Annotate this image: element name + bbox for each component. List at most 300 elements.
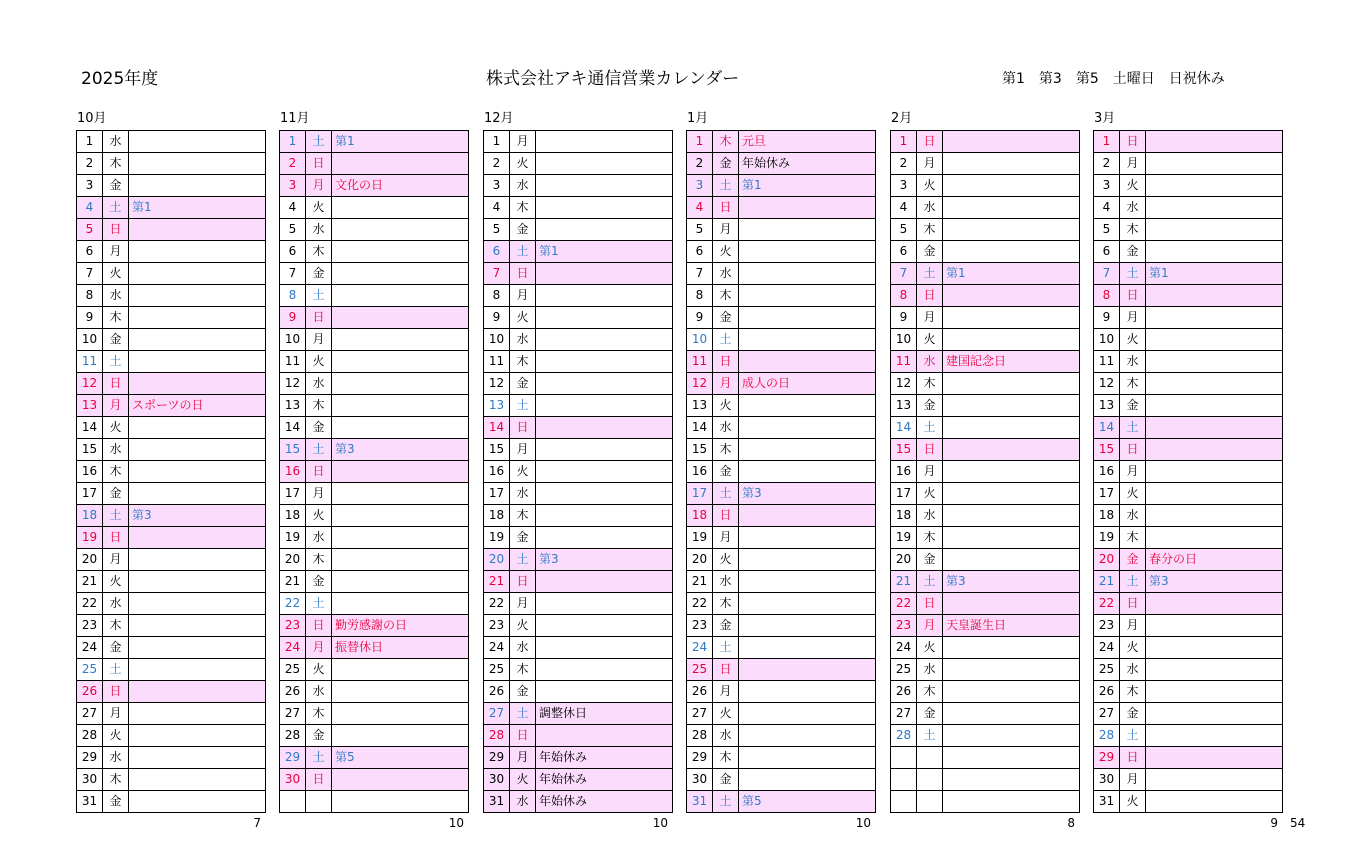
day-row: [77, 681, 266, 703]
day-number: 16: [280, 461, 306, 483]
day-row: [1094, 197, 1283, 219]
weekday: 日: [917, 285, 943, 307]
weekday: 土: [510, 549, 536, 571]
day-number: 26: [280, 681, 306, 703]
day-note: 元旦: [739, 131, 876, 153]
day-number: 23: [687, 615, 713, 637]
weekday: 水: [103, 747, 129, 769]
day-row: [891, 615, 1080, 637]
day-number: 1: [77, 131, 103, 153]
day-note: [739, 747, 876, 769]
day-number: 25: [1094, 659, 1120, 681]
day-number: 26: [687, 681, 713, 703]
day-number: 2: [1094, 153, 1120, 175]
day-note: [1146, 461, 1283, 483]
weekday: 土: [917, 571, 943, 593]
day-note: [536, 571, 673, 593]
day-row: [1094, 395, 1283, 417]
weekday: 日: [713, 197, 739, 219]
month-holiday-count: 9: [1270, 816, 1278, 830]
day-note: [1146, 131, 1283, 153]
day-row: [280, 505, 469, 527]
day-note: [129, 571, 266, 593]
day-note: [332, 153, 469, 175]
day-note: [536, 527, 673, 549]
day-number: 4: [484, 197, 510, 219]
month-table: [76, 130, 266, 813]
day-row: [484, 219, 673, 241]
weekday: 土: [713, 175, 739, 197]
weekday: 日: [510, 417, 536, 439]
weekday: 月: [103, 395, 129, 417]
day-note: [943, 681, 1080, 703]
weekday: 木: [713, 747, 739, 769]
day-note: [943, 461, 1080, 483]
weekday: 金: [917, 395, 943, 417]
weekday: 月: [306, 329, 332, 351]
day-number: 20: [280, 549, 306, 571]
day-note: [536, 197, 673, 219]
day-row: [687, 505, 876, 527]
day-note: [129, 593, 266, 615]
weekday: 月: [713, 681, 739, 703]
day-note: [739, 527, 876, 549]
day-number: 25: [280, 659, 306, 681]
month-label: 10月: [77, 111, 107, 126]
day-number: 9: [280, 307, 306, 329]
day-row: [687, 659, 876, 681]
day-row: [280, 351, 469, 373]
day-number: 31: [687, 791, 713, 813]
day-row: [891, 571, 1080, 593]
day-number: 10: [484, 329, 510, 351]
day-number: 31: [1094, 791, 1120, 813]
day-row: [1094, 637, 1283, 659]
day-row: [484, 395, 673, 417]
day-row: [280, 219, 469, 241]
day-row: [891, 197, 1080, 219]
day-number: 27: [687, 703, 713, 725]
day-note: [332, 373, 469, 395]
weekday: 土: [306, 131, 332, 153]
day-note: 第3: [536, 549, 673, 571]
month-table: [1093, 130, 1283, 813]
day-number: 8: [280, 285, 306, 307]
day-note: [129, 747, 266, 769]
weekday: 水: [917, 659, 943, 681]
day-row: [77, 197, 266, 219]
weekday: 土: [306, 593, 332, 615]
day-note: [739, 285, 876, 307]
day-note: [129, 681, 266, 703]
day-number: 3: [484, 175, 510, 197]
day-row: [687, 175, 876, 197]
day-row: [1094, 131, 1283, 153]
day-row: [891, 593, 1080, 615]
weekday: 月: [103, 703, 129, 725]
weekday: 水: [510, 483, 536, 505]
weekday: 日: [713, 505, 739, 527]
weekday: 木: [917, 219, 943, 241]
day-number: 1: [687, 131, 713, 153]
day-note: [536, 373, 673, 395]
weekday: 土: [713, 329, 739, 351]
day-number: 29: [280, 747, 306, 769]
day-note: [943, 417, 1080, 439]
day-row: [484, 197, 673, 219]
month-holiday-count: 10: [448, 816, 464, 830]
day-number: 13: [1094, 395, 1120, 417]
day-number: 14: [891, 417, 917, 439]
day-note: [129, 439, 266, 461]
day-note: [1146, 329, 1283, 351]
weekday: 日: [1120, 593, 1146, 615]
day-number: 23: [891, 615, 917, 637]
day-row: [687, 417, 876, 439]
page-title: 株式会社アキ通信営業カレンダー: [486, 69, 740, 89]
day-note: [536, 417, 673, 439]
day-note: 第3: [739, 483, 876, 505]
weekday: 日: [103, 373, 129, 395]
day-number: 28: [687, 725, 713, 747]
day-number: 19: [891, 527, 917, 549]
day-note: [739, 703, 876, 725]
day-row: [687, 439, 876, 461]
weekday: 月: [917, 615, 943, 637]
day-note: [1146, 373, 1283, 395]
day-note: [1146, 703, 1283, 725]
day-note: [739, 329, 876, 351]
day-row: [280, 571, 469, 593]
day-row: [891, 439, 1080, 461]
month-holiday-count: 10: [652, 816, 668, 830]
day-number: [891, 747, 917, 769]
weekday: 火: [306, 351, 332, 373]
day-number: 2: [484, 153, 510, 175]
day-number: 6: [484, 241, 510, 263]
weekday: 金: [510, 527, 536, 549]
day-row: [280, 703, 469, 725]
day-number: 26: [891, 681, 917, 703]
day-note: [332, 681, 469, 703]
month-holiday-count: 7: [253, 816, 261, 830]
day-row: [1094, 549, 1283, 571]
weekday: 木: [1120, 373, 1146, 395]
weekday: 土: [917, 417, 943, 439]
day-row: [77, 483, 266, 505]
day-number: 8: [1094, 285, 1120, 307]
day-note: [129, 527, 266, 549]
day-note: [1146, 725, 1283, 747]
day-note: 第3: [1146, 571, 1283, 593]
day-number: 3: [891, 175, 917, 197]
day-row: [280, 153, 469, 175]
weekday: 水: [306, 219, 332, 241]
weekday: [306, 791, 332, 813]
day-number: 14: [484, 417, 510, 439]
day-number: 24: [484, 637, 510, 659]
weekday: 月: [917, 153, 943, 175]
month-table: [686, 130, 876, 813]
day-note: [1146, 791, 1283, 813]
day-number: 6: [280, 241, 306, 263]
day-note: [536, 307, 673, 329]
weekday: 月: [306, 637, 332, 659]
day-note: [129, 351, 266, 373]
month-table: [279, 130, 469, 813]
day-number: 5: [484, 219, 510, 241]
day-note: 第3: [332, 439, 469, 461]
weekday: 日: [917, 131, 943, 153]
day-note: 年始休み: [536, 791, 673, 813]
month-label: 12月: [484, 111, 514, 126]
weekday: 日: [1120, 285, 1146, 307]
day-row: [1094, 329, 1283, 351]
weekday: 火: [103, 263, 129, 285]
day-number: 15: [687, 439, 713, 461]
weekday: 金: [1120, 395, 1146, 417]
day-number: 10: [77, 329, 103, 351]
day-row: [484, 769, 673, 791]
weekday: 土: [510, 241, 536, 263]
day-number: 14: [1094, 417, 1120, 439]
day-row: [484, 505, 673, 527]
day-note: [1146, 307, 1283, 329]
day-note: [536, 461, 673, 483]
day-row: [891, 329, 1080, 351]
weekday: 月: [103, 241, 129, 263]
day-number: 3: [1094, 175, 1120, 197]
day-row: [280, 373, 469, 395]
day-note: [1146, 593, 1283, 615]
weekday: 土: [103, 351, 129, 373]
day-note: [1146, 637, 1283, 659]
day-number: 12: [1094, 373, 1120, 395]
weekday: 日: [103, 681, 129, 703]
day-note: 第3: [943, 571, 1080, 593]
weekday: 金: [306, 725, 332, 747]
day-note: [1146, 395, 1283, 417]
day-row: [484, 483, 673, 505]
day-number: 8: [77, 285, 103, 307]
day-row: [687, 725, 876, 747]
day-note: [129, 241, 266, 263]
weekday: 水: [1120, 659, 1146, 681]
day-row: [280, 637, 469, 659]
day-row: [1094, 439, 1283, 461]
day-note: [739, 769, 876, 791]
weekday: 水: [510, 175, 536, 197]
day-row: [280, 791, 469, 813]
day-note: [739, 307, 876, 329]
day-note: [1146, 153, 1283, 175]
day-number: 13: [77, 395, 103, 417]
day-number: 13: [280, 395, 306, 417]
day-note: 第1: [1146, 263, 1283, 285]
day-note: [739, 219, 876, 241]
day-note: [739, 197, 876, 219]
day-row: [891, 307, 1080, 329]
day-number: 15: [484, 439, 510, 461]
day-row: [77, 351, 266, 373]
day-row: [484, 615, 673, 637]
day-number: 19: [280, 527, 306, 549]
day-note: [739, 461, 876, 483]
day-row: [687, 769, 876, 791]
day-row: [891, 395, 1080, 417]
weekday: 土: [510, 395, 536, 417]
weekday: 水: [1120, 505, 1146, 527]
day-number: 22: [687, 593, 713, 615]
day-note: [536, 637, 673, 659]
day-note: [536, 351, 673, 373]
day-note: [1146, 219, 1283, 241]
weekday: 土: [306, 747, 332, 769]
day-note: 第5: [739, 791, 876, 813]
day-number: 30: [484, 769, 510, 791]
day-number: 11: [280, 351, 306, 373]
day-row: [687, 263, 876, 285]
day-number: 4: [280, 197, 306, 219]
day-note: [332, 483, 469, 505]
weekday: 木: [103, 153, 129, 175]
day-row: [484, 417, 673, 439]
day-note: 成人の日: [739, 373, 876, 395]
day-number: 20: [891, 549, 917, 571]
day-note: [332, 241, 469, 263]
weekday: 土: [306, 285, 332, 307]
day-number: 19: [77, 527, 103, 549]
day-note: [1146, 615, 1283, 637]
day-note: [943, 527, 1080, 549]
day-row: [891, 285, 1080, 307]
weekday: 火: [1120, 791, 1146, 813]
day-row: [77, 571, 266, 593]
day-row: [1094, 791, 1283, 813]
day-number: 17: [687, 483, 713, 505]
weekday: 水: [103, 593, 129, 615]
day-row: [687, 791, 876, 813]
day-row: [891, 637, 1080, 659]
weekday: 金: [510, 681, 536, 703]
day-number: 15: [1094, 439, 1120, 461]
weekday: 日: [917, 439, 943, 461]
day-note: [943, 725, 1080, 747]
day-number: 24: [280, 637, 306, 659]
day-number: 7: [1094, 263, 1120, 285]
day-note: 春分の日: [1146, 549, 1283, 571]
day-note: [943, 285, 1080, 307]
day-number: 4: [77, 197, 103, 219]
day-row: [1094, 593, 1283, 615]
day-row: [484, 637, 673, 659]
day-row: [77, 461, 266, 483]
weekday: 月: [1120, 153, 1146, 175]
day-row: [891, 681, 1080, 703]
day-note: [1146, 417, 1283, 439]
weekday: 月: [510, 439, 536, 461]
day-number: 18: [77, 505, 103, 527]
day-row: [687, 131, 876, 153]
day-row: [1094, 241, 1283, 263]
weekday: 火: [510, 307, 536, 329]
weekday: 土: [1120, 417, 1146, 439]
day-row: [1094, 351, 1283, 373]
weekday: 水: [103, 285, 129, 307]
fiscal-year-label: 2025年度: [81, 69, 159, 89]
day-row: [891, 131, 1080, 153]
weekday: 火: [510, 461, 536, 483]
day-number: 21: [484, 571, 510, 593]
day-row: [484, 307, 673, 329]
day-note: [943, 769, 1080, 791]
day-note: [536, 219, 673, 241]
day-row: [1094, 527, 1283, 549]
day-note: 年始休み: [536, 769, 673, 791]
weekday: 木: [713, 593, 739, 615]
day-row: [1094, 263, 1283, 285]
day-note: [129, 285, 266, 307]
day-row: [280, 769, 469, 791]
day-row: [891, 461, 1080, 483]
day-row: [1094, 725, 1283, 747]
weekday: 金: [103, 791, 129, 813]
day-row: [77, 527, 266, 549]
weekday: 水: [713, 725, 739, 747]
day-row: [280, 593, 469, 615]
weekday: 水: [713, 417, 739, 439]
day-row: [280, 659, 469, 681]
weekday: 木: [103, 769, 129, 791]
day-number: 28: [280, 725, 306, 747]
day-row: [687, 637, 876, 659]
day-number: 9: [687, 307, 713, 329]
weekday: 木: [510, 351, 536, 373]
weekday: 木: [103, 461, 129, 483]
day-note: [129, 703, 266, 725]
day-row: [687, 351, 876, 373]
day-row: [1094, 461, 1283, 483]
weekday: 日: [510, 571, 536, 593]
day-note: 文化の日: [332, 175, 469, 197]
day-number: 23: [1094, 615, 1120, 637]
weekday: 水: [510, 329, 536, 351]
day-row: [891, 373, 1080, 395]
day-note: [943, 197, 1080, 219]
weekday: [917, 791, 943, 813]
day-note: [943, 703, 1080, 725]
day-row: [891, 527, 1080, 549]
weekday: 土: [103, 197, 129, 219]
weekday: 木: [306, 703, 332, 725]
day-row: [77, 263, 266, 285]
day-number: 11: [484, 351, 510, 373]
day-note: [332, 219, 469, 241]
day-number: 2: [280, 153, 306, 175]
day-note: [332, 791, 469, 813]
day-number: 21: [687, 571, 713, 593]
day-row: [77, 285, 266, 307]
day-row: [891, 351, 1080, 373]
day-row: [891, 153, 1080, 175]
weekday: 水: [917, 351, 943, 373]
day-note: [1146, 285, 1283, 307]
weekday: 木: [510, 505, 536, 527]
day-note: [943, 439, 1080, 461]
weekday: 火: [1120, 483, 1146, 505]
day-row: [484, 659, 673, 681]
day-note: 第1: [739, 175, 876, 197]
